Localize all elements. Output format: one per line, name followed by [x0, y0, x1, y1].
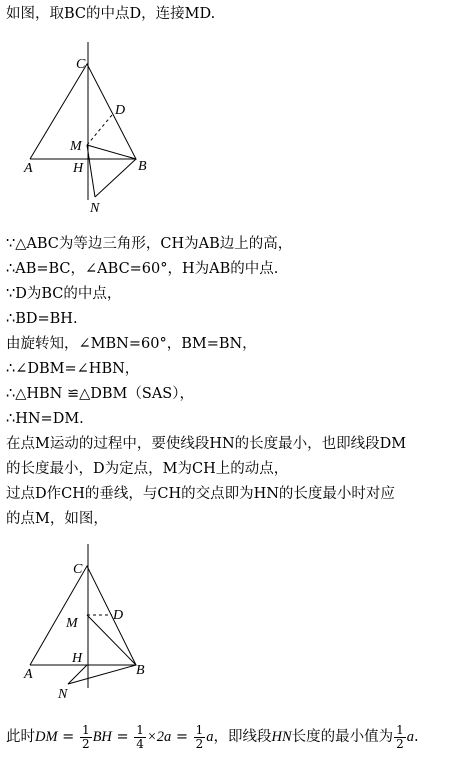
label-m-2: M: [66, 616, 78, 631]
text-line-11: 的长度最小，D为定点，M为CH上的动点，: [6, 461, 289, 477]
frac-num: 1: [136, 722, 144, 737]
label-m-1: M: [70, 139, 82, 154]
text-line-12: 过点D作CH的垂线，与CH的交点即为HN的长度最小时对应: [6, 486, 395, 502]
text-line-2: ∵△ABC为等边三角形，CH为AB边上的高，: [6, 236, 293, 252]
fraction-one-quarter: [134, 724, 146, 751]
segment-mb-2: [87, 615, 136, 665]
final-bh: BH: [92, 729, 112, 745]
geometry-figure-1: [18, 38, 198, 218]
final-eq-3: =: [175, 729, 188, 745]
text-line-7: ∴∠DBM=∠HBN，: [6, 361, 140, 377]
frac-den: 4: [136, 736, 144, 751]
text-line-8: ∴△HBN ≌△DBM（SAS），: [6, 386, 194, 402]
frac-num: 1: [396, 722, 404, 737]
final-mid: ，即线段: [213, 729, 272, 745]
text-line-6: 由旋转知，∠MBN=60°，BM=BN，: [6, 336, 257, 352]
label-a-2: A: [24, 667, 33, 682]
frac-num: 1: [81, 722, 90, 737]
label-h-1: H: [73, 161, 84, 176]
text-line-9: ∴HN=DM.: [6, 411, 84, 427]
text-line-5: ∴BD=BH.: [6, 311, 78, 327]
final-eq-2: =: [116, 729, 129, 745]
final-a-2: a: [406, 729, 415, 745]
label-c-2: C: [73, 562, 83, 577]
label-b-1: B: [138, 159, 147, 174]
frac-den: 2: [195, 736, 204, 751]
final-end: .: [414, 729, 419, 745]
final-prefix: 此时: [6, 729, 35, 745]
fraction-one-half-d: [394, 724, 406, 751]
final-hn: HN: [271, 729, 292, 745]
final-eq-1: =: [62, 729, 75, 745]
label-n-1: N: [90, 201, 100, 216]
final-equation-line: [6, 722, 419, 752]
fraction-one-half-c: [194, 724, 206, 751]
label-h-2: H: [72, 651, 83, 666]
segment-md-dashed-1: [87, 115, 112, 145]
label-d-2: D: [113, 608, 124, 623]
text-line-10: 在点M运动的过程中，要使线段HN的长度最小，也即线段DM: [6, 436, 407, 452]
label-a-1: A: [24, 161, 33, 176]
segment-bn-1: [95, 159, 136, 197]
final-lhs: DM: [35, 729, 58, 745]
frac-den: 2: [81, 736, 90, 751]
fraction-one-half-a: [80, 724, 92, 751]
text-line-1: 如图，取BC的中点D，连接MD.: [6, 6, 216, 22]
frac-den: 2: [396, 736, 404, 751]
geometry-figure-2: [18, 538, 198, 708]
frac-num: 1: [195, 722, 204, 737]
final-a-1: a: [206, 729, 214, 745]
final-mid2: 长度的最小值为: [291, 729, 394, 745]
text-line-3: ∴AB=BC，∠ABC=60°，H为AB的中点.: [6, 261, 279, 277]
segment-mb-1: [87, 145, 136, 159]
text-line-4: ∵D为BC的中点，: [6, 286, 122, 302]
label-b-2: B: [136, 663, 145, 678]
final-times-2a: ×2a: [146, 729, 172, 745]
label-c-1: C: [76, 57, 86, 72]
label-d-1: D: [115, 103, 126, 118]
text-line-13: 的点M，如图，: [6, 511, 108, 527]
label-n-2: N: [58, 687, 68, 702]
